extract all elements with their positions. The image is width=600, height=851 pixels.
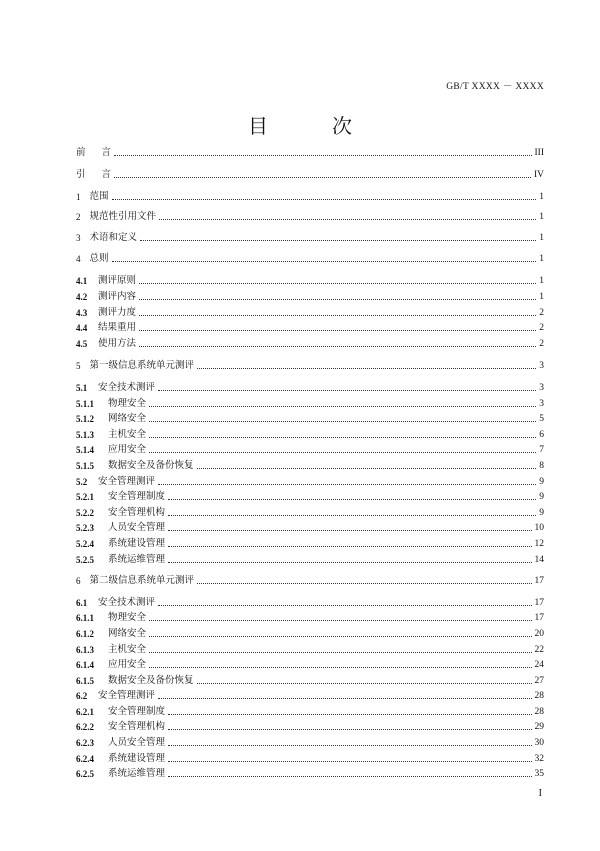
toc-leader-dots	[139, 345, 536, 347]
toc-entry[interactable]	[76, 475, 544, 489]
toc-entry-number: 6	[76, 576, 81, 586]
toc-entry[interactable]	[76, 359, 544, 373]
toc-entry-number: 4.1	[76, 276, 88, 286]
toc-entry-number: 5	[76, 361, 81, 371]
toc-leader-dots	[149, 666, 531, 668]
toc-leader-dots	[149, 420, 536, 422]
toc-leader-dots	[168, 760, 531, 762]
toc-entry[interactable]	[76, 611, 544, 625]
toc-entry-page: 8	[539, 461, 544, 471]
toc-entry-page: 2	[539, 339, 544, 349]
toc-entry-number: 前	[76, 147, 86, 158]
toc-entry-page: IV	[533, 170, 544, 180]
toc-leader-dots	[158, 389, 536, 391]
toc-leader-dots	[168, 561, 531, 563]
toc-entry-page: 28	[534, 707, 544, 717]
toc-entry-page: 14	[534, 555, 544, 565]
toc-entry-page: III	[534, 148, 544, 158]
toc-entry-page: 1	[539, 276, 544, 286]
toc-entry[interactable]	[76, 553, 544, 567]
toc-entry[interactable]	[76, 674, 544, 688]
toc-leader-dots	[139, 282, 536, 284]
toc-entry-number: 5.1.4	[76, 445, 94, 455]
toc-entry-page: 17	[534, 613, 544, 623]
toc-entry-label: 测评力度	[98, 307, 137, 318]
toc-entry-number: 6.1.3	[76, 645, 94, 655]
toc-entry-page: 30	[534, 738, 544, 748]
toc-entry[interactable]	[76, 506, 544, 520]
toc-entry[interactable]	[76, 168, 544, 182]
toc-leader-dots	[139, 314, 536, 316]
toc-entry[interactable]	[76, 658, 544, 672]
toc-entry[interactable]	[76, 306, 544, 320]
toc-entry-page: 1	[539, 233, 544, 243]
toc-leader-dots	[197, 367, 536, 369]
toc-leader-dots	[139, 298, 536, 300]
toc-entry-number: 5.1.2	[76, 414, 94, 424]
toc-entry-number: 4.2	[76, 292, 88, 302]
toc-entry-number: 6.1.5	[76, 676, 94, 686]
toc-entry-label: 安全管理机构	[108, 721, 166, 732]
toc-entry-page: 3	[539, 361, 544, 371]
toc-entry-page: 2	[539, 323, 544, 333]
toc-entry[interactable]	[76, 252, 544, 266]
toc-leader-dots	[197, 582, 531, 584]
toc-entry[interactable]	[76, 274, 544, 288]
toc-entry-page: 1	[539, 192, 544, 202]
toc-entry-number: 6.1.2	[76, 629, 94, 639]
toc-entry-page: 1	[539, 212, 544, 222]
toc-entry-number: 6.2.3	[76, 738, 94, 748]
toc-entry-label: 规范性引用文件	[89, 211, 157, 222]
toc-entry-number: 3	[76, 233, 81, 243]
toc-leader-dots	[168, 529, 531, 531]
toc-entry-page: 22	[534, 645, 544, 655]
toc-entry-number: 5.1.1	[76, 399, 94, 409]
page-number: I	[538, 788, 542, 799]
toc-entry-page: 9	[539, 492, 544, 502]
toc-entry-label: 应用安全	[108, 444, 147, 455]
toc-entry-page: 12	[534, 539, 544, 549]
toc-entry-page: 6	[539, 430, 544, 440]
toc-entry-number: 5.2.3	[76, 523, 94, 533]
toc-entry-number: 4.3	[76, 308, 88, 318]
toc-entry-label: 安全技术测评	[98, 382, 156, 393]
toc-entry-number: 6.1	[76, 598, 88, 608]
toc-entry-page: 10	[534, 523, 544, 533]
toc-entry-number: 5.2	[76, 477, 88, 487]
toc-entry[interactable]	[76, 190, 544, 204]
toc-entry[interactable]	[76, 767, 544, 781]
toc-entry-number: 6.2.4	[76, 754, 94, 764]
toc-entry-page: 1	[539, 292, 544, 302]
toc-entry-number: 6.2.1	[76, 707, 94, 717]
toc-entry-label: 系统建设管理	[108, 538, 166, 549]
toc-leader-dots	[168, 713, 531, 715]
toc-entry-label: 第一级信息系统单元测评	[89, 360, 195, 371]
toc-entry-number: 5.2.5	[76, 555, 94, 565]
toc-leader-dots	[168, 545, 531, 547]
toc-entry-label: 范围	[89, 191, 109, 202]
toc-entry-page: 24	[534, 660, 544, 670]
toc-entry[interactable]	[76, 736, 544, 750]
toc-entry-label: 安全管理机构	[108, 507, 166, 518]
toc-leader-dots	[168, 728, 531, 730]
toc-entry[interactable]	[76, 643, 544, 657]
toc-entry-label: 系统运维管理	[108, 768, 166, 779]
toc-entry-page: 9	[539, 477, 544, 487]
title-char-right: 次	[332, 114, 352, 138]
toc-entry-number: 5.1	[76, 383, 88, 393]
toc-leader-dots	[139, 329, 536, 331]
toc-entry-label: 网络安全	[108, 413, 147, 424]
toc-entry-label: 总则	[89, 253, 109, 264]
toc-entry-label: 言	[101, 147, 112, 158]
toc-entry-label: 主机安全	[108, 644, 147, 655]
toc-leader-dots	[197, 467, 537, 469]
toc-entry[interactable]	[76, 428, 544, 442]
toc-leader-dots	[112, 198, 537, 200]
toc-entry-number: 1	[76, 192, 81, 202]
toc-leader-dots	[112, 260, 537, 262]
toc-entry[interactable]	[76, 397, 544, 411]
toc-entry-page: 32	[534, 754, 544, 764]
toc-entry-page: 5	[539, 414, 544, 424]
toc-entry[interactable]	[76, 290, 544, 304]
toc-entry[interactable]	[76, 337, 544, 351]
toc-entry-page: 7	[539, 445, 544, 455]
toc-entry-label: 应用安全	[108, 659, 147, 670]
toc-entry-label: 安全管理制度	[108, 491, 166, 502]
toc-entry-number: 4.4	[76, 323, 88, 333]
toc-entry[interactable]	[76, 443, 544, 457]
toc-entry-number: 5.2.2	[76, 508, 94, 518]
toc-entry[interactable]	[76, 381, 544, 395]
toc-leader-dots	[114, 176, 531, 178]
toc-entry[interactable]	[76, 231, 544, 245]
toc-entry-number: 5.2.4	[76, 539, 94, 549]
toc-entry-number: 5.1.3	[76, 430, 94, 440]
title-char-left: 目	[248, 114, 268, 138]
toc-entry-label: 系统运维管理	[108, 554, 166, 565]
toc-leader-dots	[168, 744, 531, 746]
toc-entry-label: 安全技术测评	[98, 597, 156, 608]
toc-entry-label: 安全管理测评	[98, 476, 156, 487]
toc-entry-label: 使用方法	[98, 338, 137, 349]
toc-leader-dots	[158, 604, 531, 606]
toc-entry-page: 27	[534, 676, 544, 686]
toc-entry-page: 20	[534, 629, 544, 639]
toc-entry-label: 测评内容	[98, 291, 137, 302]
toc-entry[interactable]	[76, 705, 544, 719]
toc-entry-number: 5.2.1	[76, 492, 94, 502]
toc-leader-dots	[197, 682, 532, 684]
toc-leader-dots	[149, 405, 536, 407]
toc-leader-dots	[158, 483, 536, 485]
toc-entry-label: 术语和定义	[89, 232, 138, 243]
toc-entry-number: 4.5	[76, 339, 88, 349]
toc-leader-dots	[158, 697, 531, 699]
toc-entry[interactable]	[76, 521, 544, 535]
toc-entry[interactable]	[76, 412, 544, 426]
toc-entry[interactable]	[76, 689, 544, 703]
toc-entry-number: 6.1.4	[76, 660, 94, 670]
toc-entry-page: 17	[534, 598, 544, 608]
toc-entry-label: 物理安全	[108, 398, 147, 409]
toc-leader-dots	[140, 239, 536, 241]
toc-entry-label: 人员安全管理	[108, 737, 166, 748]
toc-entry-label: 言	[101, 169, 112, 180]
toc-leader-dots	[114, 154, 531, 156]
toc-entry[interactable]	[76, 490, 544, 504]
toc-entry-number: 6.2.5	[76, 769, 94, 779]
toc-entry[interactable]	[76, 146, 544, 160]
toc-entry-label: 第二级信息系统单元测评	[89, 575, 195, 586]
toc-entry-label: 主机安全	[108, 429, 147, 440]
toc-entry-label: 安全管理制度	[108, 706, 166, 717]
toc-entry-label: 结果重用	[98, 322, 137, 333]
toc-leader-dots	[159, 218, 536, 220]
toc-entry-page: 3	[539, 399, 544, 409]
toc-entry-page: 9	[539, 508, 544, 518]
toc-entry-page: 2	[539, 308, 544, 318]
toc-entry-label: 人员安全管理	[108, 522, 166, 533]
toc-leader-dots	[149, 619, 531, 621]
toc-leader-dots	[149, 451, 536, 453]
toc-entry-page: 3	[539, 383, 544, 393]
toc-entry-number: 5.1.5	[76, 461, 94, 471]
toc-entry-number: 6.2.2	[76, 722, 94, 732]
toc-entry-label: 物理安全	[108, 612, 147, 623]
toc-entry[interactable]	[76, 459, 544, 473]
toc-entry-label: 安全管理测评	[98, 690, 156, 701]
toc-entry-page: 35	[534, 769, 544, 779]
toc-leader-dots	[149, 635, 531, 637]
toc-entry[interactable]	[76, 720, 544, 734]
toc-entry[interactable]	[76, 321, 544, 335]
toc-leader-dots	[149, 651, 531, 653]
toc-entry-label: 数据安全及备份恢复	[108, 675, 194, 686]
toc-leader-dots	[168, 514, 536, 516]
toc-entry-label: 网络安全	[108, 628, 147, 639]
toc-entry[interactable]	[76, 752, 544, 766]
toc-entry-label: 测评原则	[98, 275, 137, 286]
toc-entry[interactable]	[76, 210, 544, 224]
toc-leader-dots	[168, 775, 531, 777]
toc-entry-number: 6.2	[76, 691, 88, 701]
toc-entry[interactable]	[76, 537, 544, 551]
toc-leader-dots	[149, 436, 536, 438]
toc-entry-page: 29	[534, 722, 544, 732]
toc-entry-number: 2	[76, 212, 81, 222]
toc-entry-number: 4	[76, 254, 81, 264]
toc-entry[interactable]	[76, 627, 544, 641]
toc-entry-number: 6.1.1	[76, 613, 94, 623]
toc-entry-page: 1	[539, 254, 544, 264]
toc-entry-number: 引	[76, 169, 86, 180]
toc-entry[interactable]	[76, 596, 544, 610]
toc-entry-page: 17	[534, 576, 544, 586]
toc-entry-page: 28	[534, 691, 544, 701]
document-code: GB/T XXXX － XXXX	[446, 82, 544, 92]
toc-entry-label: 数据安全及备份恢复	[108, 460, 194, 471]
page-title	[0, 110, 600, 139]
toc-entry-label: 系统建设管理	[108, 753, 166, 764]
toc-entry[interactable]	[76, 574, 544, 588]
toc-leader-dots	[168, 498, 536, 500]
